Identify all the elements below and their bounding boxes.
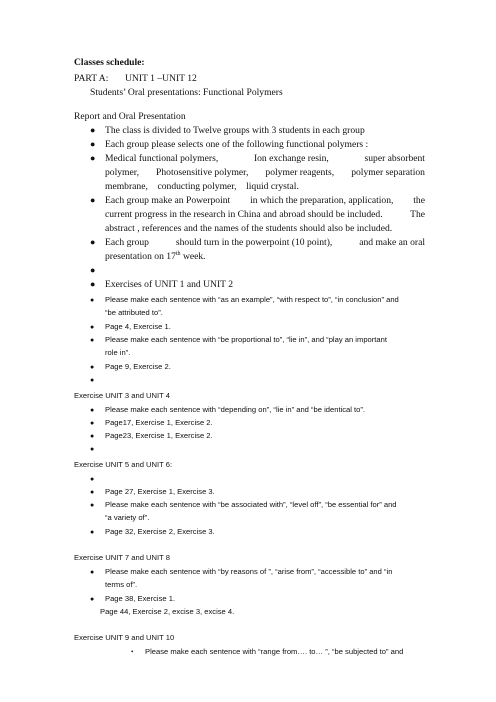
exercise-item: Please make each sentence with “depending on”, “lie in” and “be identical to”.	[105, 405, 366, 414]
exercise-item: Page 27, Exercise 1, Exercise 3.	[105, 487, 215, 496]
exercise-item: Please make each sentence with “be proportional to”, “lie in”, and “play an important	[105, 335, 387, 344]
bullet-icon: ●	[90, 363, 95, 371]
exercise-item: Page23, Exercise 1, Exercise 2.	[105, 431, 213, 440]
exercise-item: Please make each sentence with “as an example”, “with respect to”, “in conclusion” and	[105, 295, 399, 304]
report-item-polymers-line2: polymer, Photosensitive polymer, polymer reagents, polymer separation	[105, 167, 425, 178]
bullet-icon: ●	[90, 153, 96, 163]
page-title: Classes schedule:	[74, 57, 145, 68]
bullet-icon: ●	[90, 237, 96, 247]
exercise-item-continuation: terms of”.	[105, 580, 138, 589]
bullet-icon: ●	[90, 376, 95, 384]
report-item-powerpoint-line2: current progress in the research in China and abroad should be included. The	[105, 209, 425, 220]
exercise-item-continuation: “be attributed to”.	[105, 308, 163, 317]
report-item: Each group please selects one of the following functional polymers :	[105, 139, 369, 150]
bullet-icon: ●	[90, 406, 95, 414]
exercise-item: Page17, Exercise 1, Exercise 2.	[105, 418, 213, 427]
bullet-icon: ●	[90, 501, 95, 509]
bullet-icon: ●	[90, 419, 95, 427]
report-item: The class is divided to Twelve groups with 3 students in each group	[105, 125, 365, 136]
part-a-label: PART A:	[74, 73, 109, 84]
bullet-icon: ●	[90, 445, 95, 453]
exercise-item-continuation: role in”.	[105, 348, 131, 357]
bullet-icon: ●	[90, 323, 95, 331]
report-item-polymers-line3: membrane, conducting polymer, liquid crystal.	[105, 181, 299, 192]
exercise-item-continuation: Page 44, Exercise 2, excise 3, excise 4.	[100, 607, 235, 616]
bullet-icon: ●	[90, 432, 95, 440]
part-a-units: UNIT 1 –UNIT 12	[125, 73, 197, 84]
report-item-powerpoint-line3: abstract , references and the names of the students should also be included.	[105, 223, 393, 234]
section-heading-unit-9-10: Exercise UNIT 9 and UNIT 10	[74, 633, 175, 642]
bullet-icon: ●	[90, 488, 95, 496]
exercise-item: Please make each sentence with “be associated with”, “level off”, “be essential for” and	[105, 500, 397, 509]
bullet-icon: ●	[90, 595, 95, 603]
section-heading-unit-3-4: Exercise UNIT 3 and UNIT 4	[74, 391, 170, 400]
exercise-item: Page 9, Exercise 2.	[105, 362, 171, 371]
exercise-item: Page 4, Exercise 1.	[105, 322, 171, 331]
bullet-icon: ●	[90, 296, 95, 304]
bullet-icon: ●	[90, 139, 96, 149]
report-item-turn-in-line2: presentation on 17th week.	[105, 250, 206, 262]
exercise-item: Page 32, Exercise 2, Exercise 3.	[105, 527, 215, 536]
section-heading-unit-5-6: Exercise UNIT 5 and UNIT 6:	[74, 460, 173, 469]
report-item-turn-in-line1: Each group should turn in the powerpoint (10 point), and make an oral	[105, 237, 425, 248]
bullet-icon: ●	[90, 528, 95, 536]
oral-presentation-topic: Students’ Oral presentations: Functional Polymers	[90, 87, 283, 98]
bullet-icon: •	[131, 648, 134, 656]
bullet-icon: ●	[90, 125, 96, 135]
report-item: Exercises of UNIT 1 and UNIT 2	[105, 279, 234, 290]
exercise-item: Page 38, Exercise 1.	[105, 594, 176, 603]
bullet-icon: ●	[90, 568, 95, 576]
exercise-item: Please make each sentence with “range from…. to… ”, “be subjected to” and	[145, 647, 404, 656]
bullet-icon: ●	[90, 336, 95, 344]
report-item-powerpoint-line1: Each group make an Powerpoint in which the preparation, application, the	[105, 195, 425, 206]
bullet-icon: ●	[90, 195, 96, 205]
exercise-item: Please make each sentence with “by reasons of ”, “arise from”, “accessible to” and “in	[105, 567, 393, 576]
bullet-icon: ●	[90, 475, 95, 483]
bullet-icon: ●	[90, 265, 96, 275]
report-item-polymers-line1: Medical functional polymers, Ion exchange resin, super absorbent	[105, 153, 425, 164]
exercise-item-continuation: “a variety of”.	[105, 513, 150, 522]
section-heading-unit-7-8: Exercise UNIT 7 and UNIT 8	[74, 553, 170, 562]
bullet-icon: ●	[90, 279, 96, 289]
report-heading: Report and Oral Presentation	[74, 111, 186, 122]
